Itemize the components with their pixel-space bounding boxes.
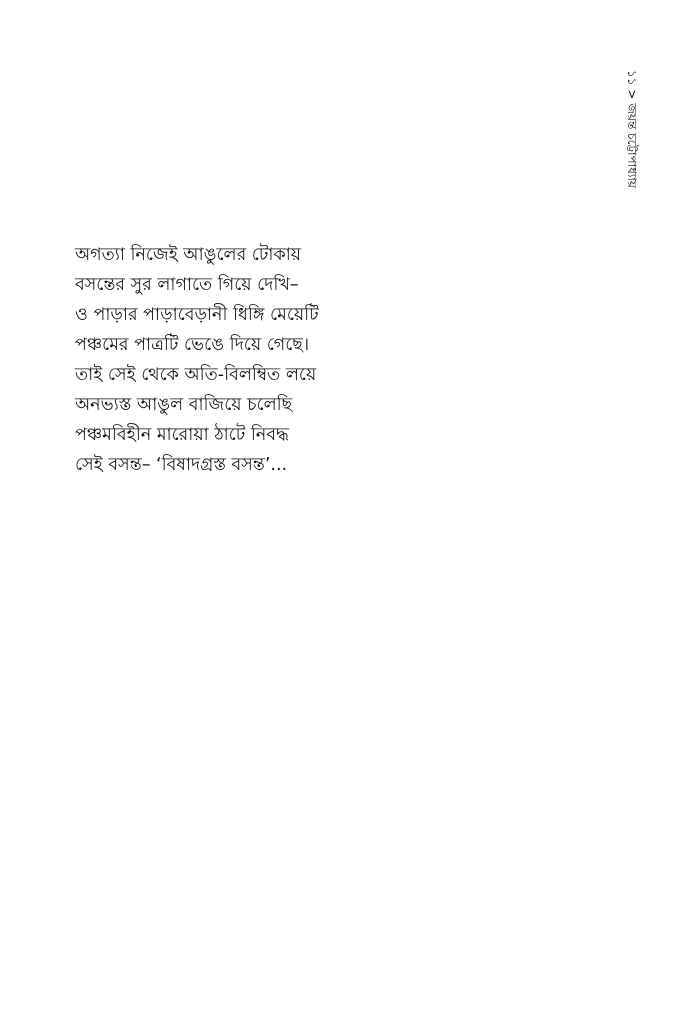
page-number: ১১	[625, 70, 639, 86]
poem-line-8: সেই বসন্ত– ‘বিষাদগ্রস্ত বসন্ত’...	[75, 455, 288, 475]
poem-line-2: বসন্তের সুর লাগাতে গিয়ে দেখি–	[75, 275, 299, 295]
running-head-separator: >	[625, 89, 639, 100]
poem-line-3: ও পাড়ার পাড়াবেড়ানী ধিঙ্গি মেয়েটি	[75, 305, 319, 325]
poem-line-6: অনভ্যস্ত আঙুল বাজিয়ে চলেছি	[75, 395, 293, 415]
running-head-author: জয়ন্ত চট্টোপাধ্যায়	[625, 103, 639, 188]
poem-line-7: পঞ্চমবিহীন মারোয়া ঠাটে নিবদ্ধ	[75, 425, 289, 445]
running-head	[622, 70, 644, 210]
poem-line-1: অগত্যা নিজেই আঙুলের টোকায়	[75, 245, 302, 265]
poem-line-5: তাই সেই থেকে অতি-বিলম্বিত লয়ে	[75, 365, 317, 385]
running-head-text	[624, 70, 640, 188]
poem	[75, 240, 615, 480]
poem-line-4: পঞ্চমের পাত্রটি ভেঙে দিয়ে গেছে।	[75, 335, 310, 355]
